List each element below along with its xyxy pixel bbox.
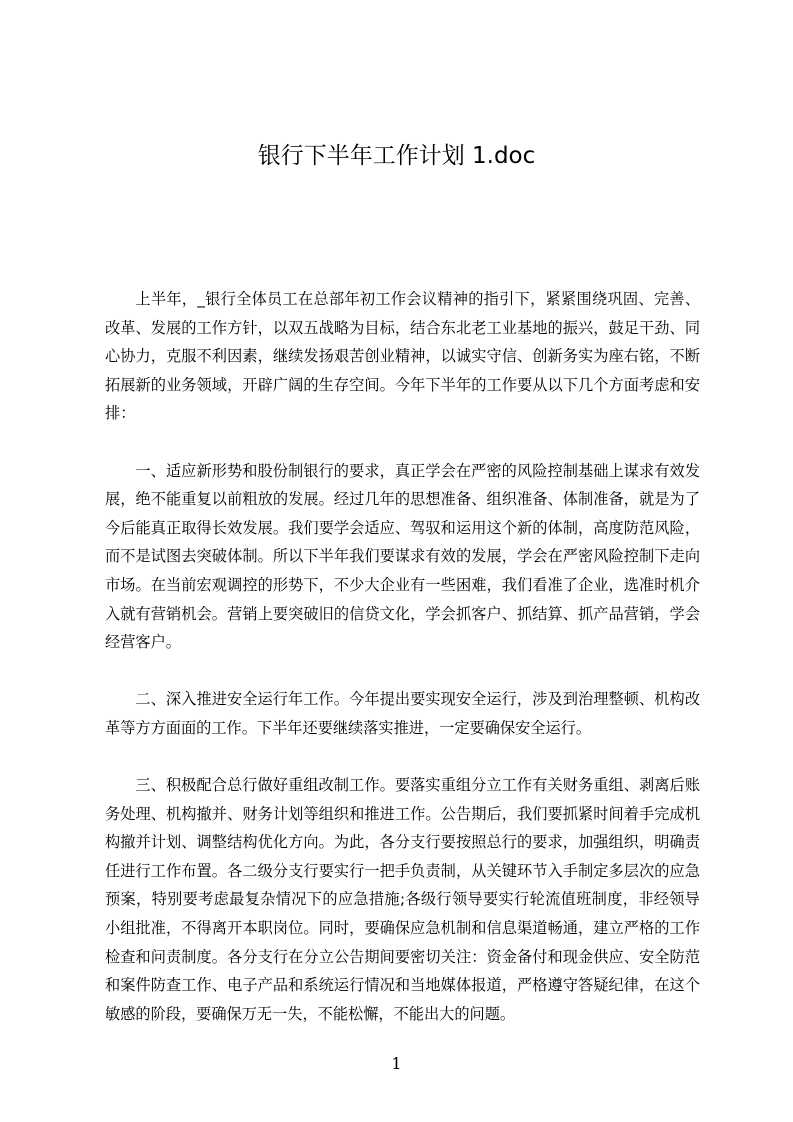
paragraph-section-1: 一、适应新形势和股份制银行的要求，真正学会在严密的风险控制基础上谋求有效发展，绝不能重复以前粗放的发展。经过几年的思想准备、组织准备、体制准备，就是为了今后能真正取得长效发展。我们要学会适应、驾驭和运用这个新的体制，高度防范风险，而不是试图去突破体制。所以下半年我们要谋求有效的发展，学会在严密风险控制下走向市场。在当前宏观调控的形势下，不少大企业有一些困难，我们看准了企业，选准时机介入就有营销机会。营销上要突破旧的信贷文化，学会抓客户、抓结算、抓产品营销，学会经营客户。 [105,461,700,652]
document-body [105,285,700,1057]
paragraph-intro: 上半年，_银行全体员工在总部年初工作会议精神的指引下，紧紧围绕巩固、完善、改革、发展的工作方针，以双五战略为目标，结合东北老工业基地的振兴，鼓足干劲、同心协力，克服不利因素，继续发扬艰苦创业精神，以诚实守信、创新务实为座右铭，不断拓展新的业务领域，开辟广阔的生存空间。今年下半年的工作要从以下几个方面考虑和安排： [105,290,700,423]
page-number: 1 [391,1054,402,1073]
paragraph-section-3: 三、积极配合总行做好重组改制工作。要落实重组分立工作有关财务重组、剥离后账务处理、机构撤并、财务计划等组织和推进工作。公告期后，我们要抓紧时间着手完成机构撤并计划、调整结构优化方向。为此，各分支行要按照总行的要求，加强组织，明确责任进行工作布置。各二级分支行要实行一把手负责制，从关键环节入手制定多层次的应急预案，特别要考虑最复杂情况下的应急措施;各级行领导要实行轮流值班制度，非经领导小组批准，不得离开本职岗位。同时，要确保应急机制和信息渠道畅通，建立严格的工作检查和问责制度。各分支行在分立公告期间要密切关注：资金备付和现金供应、安全防范和案件防查工作、电子产品和系统运行情况和当地媒体报道，严格遵守答疑纪律，在这个敏感的阶段，要确保万无一失，不能松懈，不能出大的问题。 [105,776,700,1023]
document-title: 银行下半年工作计划 1.doc [257,143,536,169]
paragraph-section-2: 二、深入推进安全运行年工作。今年提出要实现安全运行，涉及到治理整顿、机构改革等方方面面的工作。下半年还要继续落实推进，一定要确保安全运行。 [105,690,700,737]
